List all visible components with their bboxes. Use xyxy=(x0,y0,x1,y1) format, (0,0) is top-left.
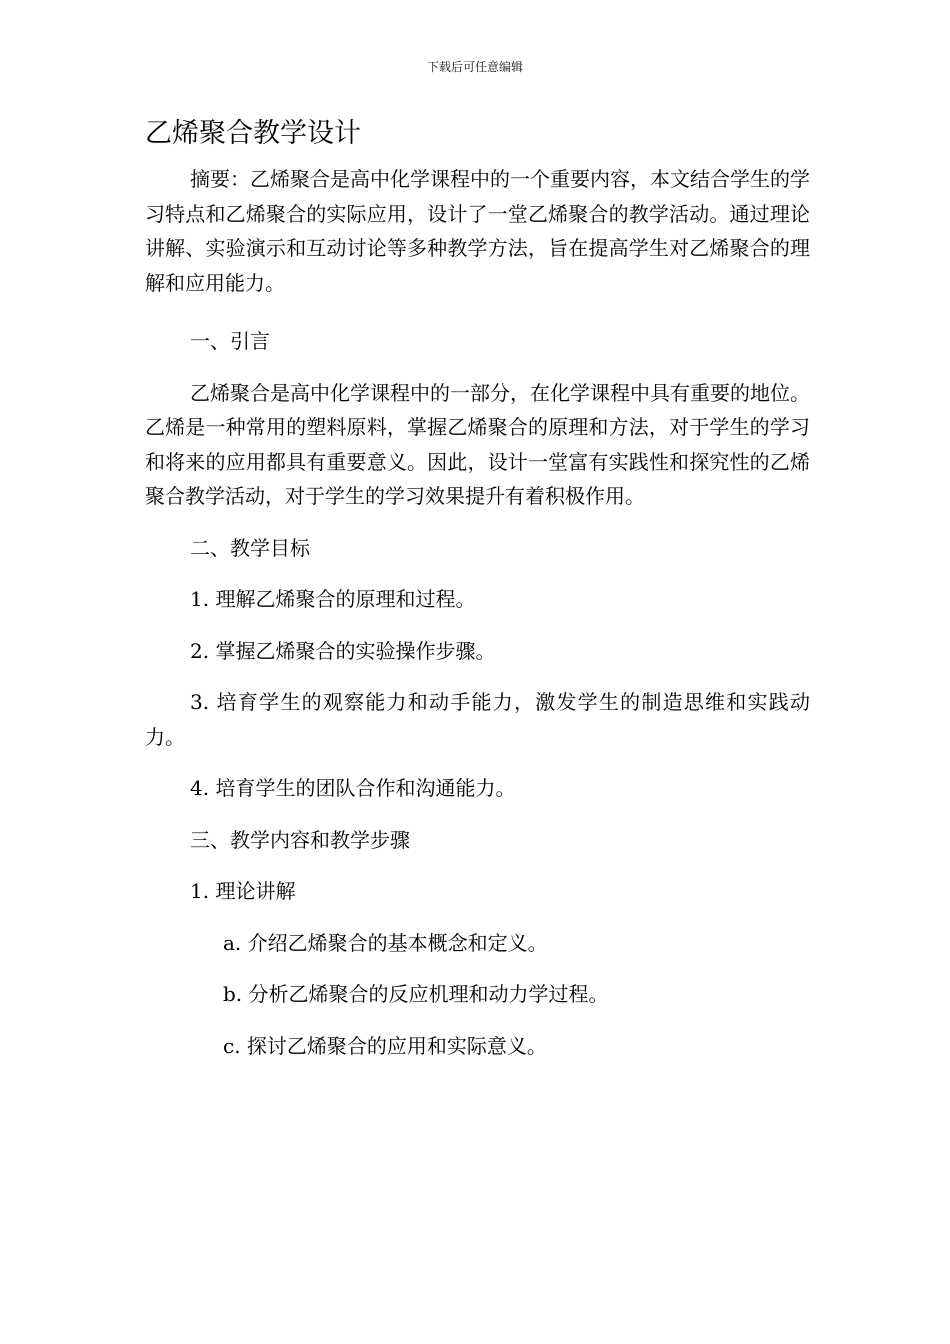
theory-subitem: a. 介绍乙烯聚合的基本概念和定义。 xyxy=(223,930,548,955)
introduction-paragraph: 乙烯聚合是高中化学课程中的一部分，在化学课程中具有重要的地位。乙烯是一种常用的塑料原料，掌握乙烯聚合的原理和方法，对于学生的学习和将来的应用都具有重要意义。因此，设计一堂富有实践性和探究性的乙烯聚合教学活动，对于学生的学习效果提升有着积极作用。 xyxy=(145,380,810,508)
goal-item: 1. 理解乙烯聚合的原理和过程。 xyxy=(190,587,476,611)
document-title: 乙烯聚合教学设计 xyxy=(145,118,361,149)
section-heading-goals: 二、教学目标 xyxy=(190,535,310,560)
section-heading-introduction: 一、引言 xyxy=(190,329,270,353)
step-heading-theory: 1. 理论讲解 xyxy=(190,879,296,903)
goal-item: 3. 培育学生的观察能力和动手能力，激发学生的制造思维和实践动力。 xyxy=(145,690,810,749)
document-body xyxy=(145,112,810,1080)
page-header-note: 下载后可任意编辑 xyxy=(426,60,523,74)
theory-subitem: b. 分析乙烯聚合的反应机理和动力学过程。 xyxy=(223,982,609,1006)
section-heading-content-steps: 三、教学内容和教学步骤 xyxy=(190,827,410,852)
goal-item: 2. 掌握乙烯聚合的实验操作步骤。 xyxy=(190,638,496,663)
abstract-paragraph: 摘要：乙烯聚合是高中化学课程中的一个重要内容，本文结合学生的学习特点和乙烯聚合的实际应用，设计了一堂乙烯聚合的教学活动。通过理论讲解、实验演示和互动讨论等多种教学方法，旨在提高学生对乙烯聚合的理解和应用能力。 xyxy=(145,167,810,295)
goal-item: 4. 培育学生的团队合作和沟通能力。 xyxy=(190,776,516,800)
theory-subitem: c. 探讨乙烯聚合的应用和实际意义。 xyxy=(223,1033,547,1058)
